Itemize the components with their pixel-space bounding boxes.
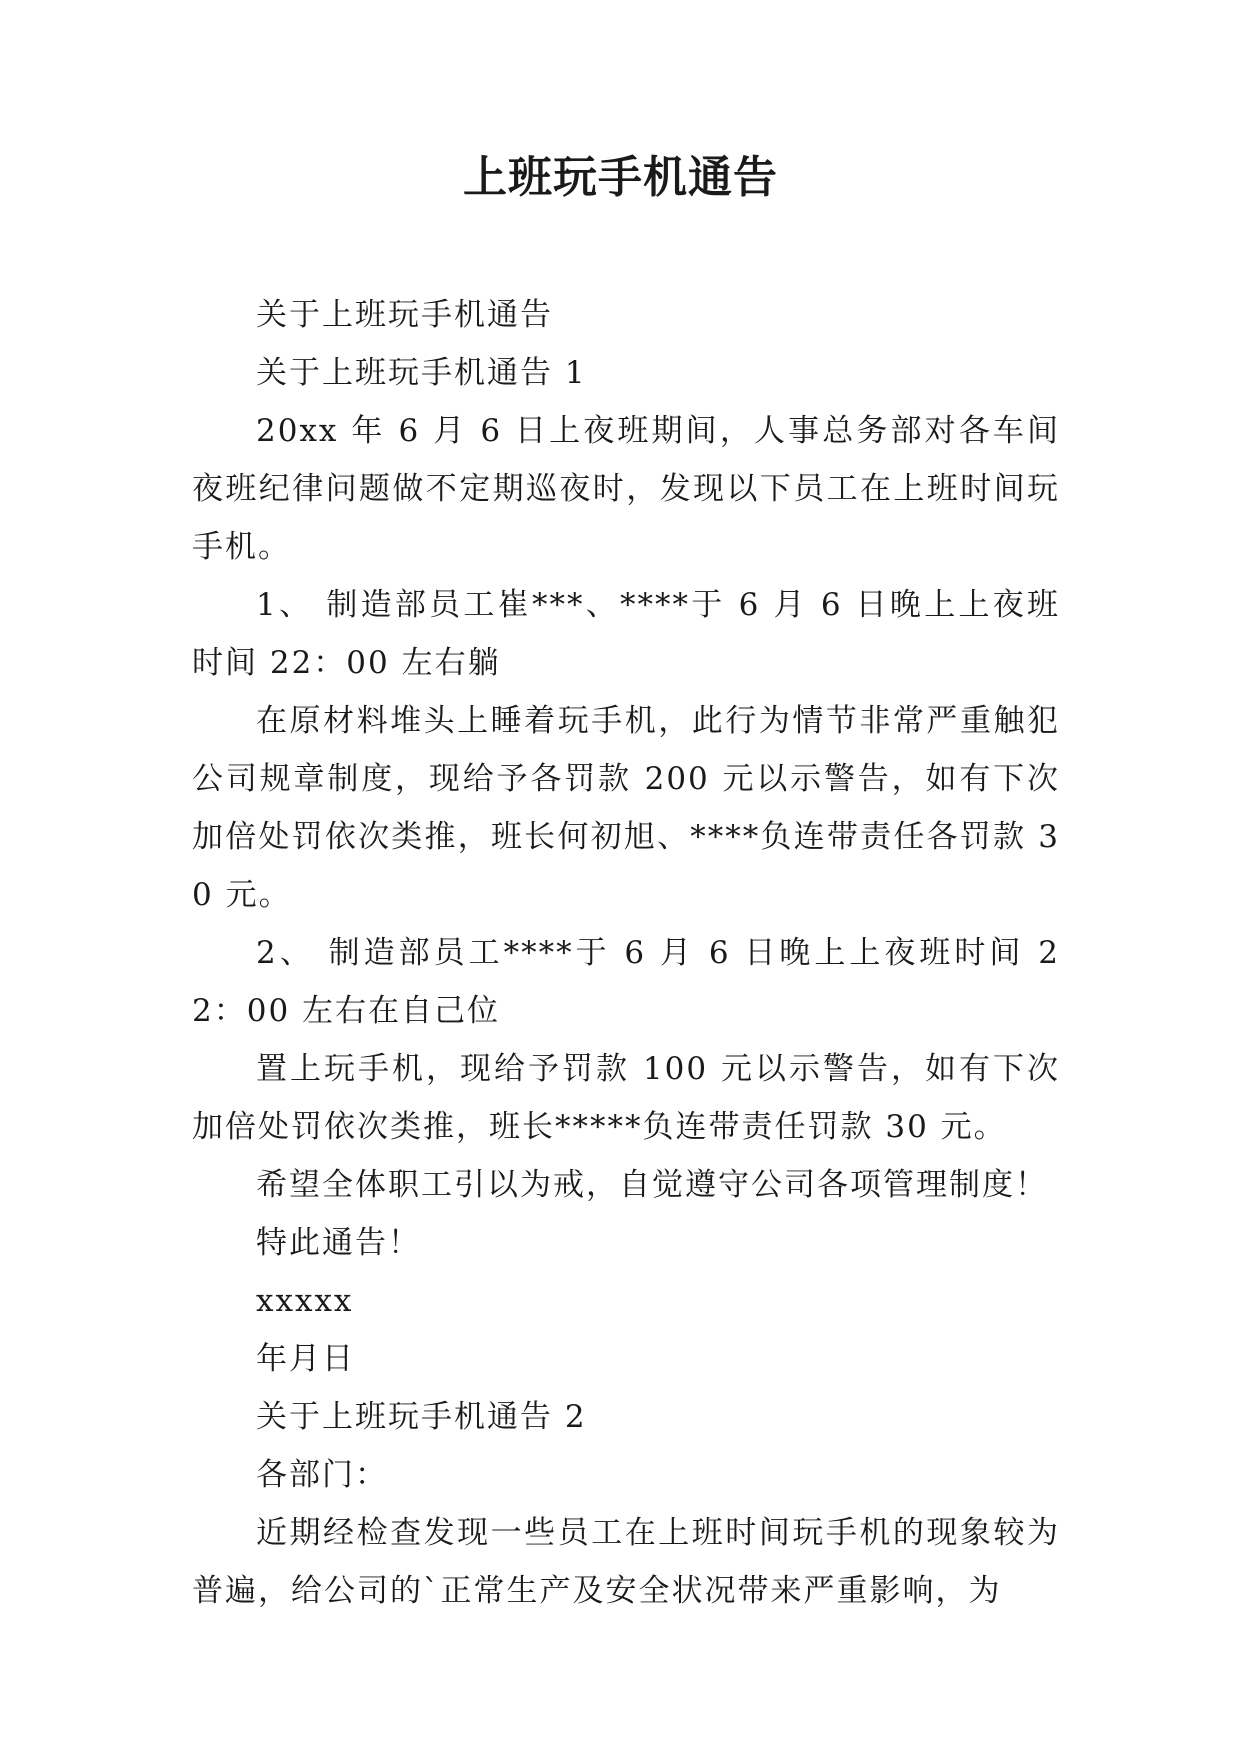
paragraph: 近期经检查发现一些员工在上班时间玩手机的现象较为普遍，给公司的`正常生产及安全状况带来严重影响，为: [192, 1515, 1060, 1609]
paragraph: 1、 制造部员工崔***、****于 6 月 6 日晚上上夜班时间 22：00 左右躺: [192, 587, 1060, 681]
paragraph: 特此通告！: [256, 1225, 421, 1261]
paragraph: 关于上班玩手机通告 2: [256, 1399, 587, 1435]
paragraph: 希望全体职工引以为戒，自觉遵守公司各项管理制度！: [256, 1167, 1048, 1203]
paragraph: 各部门：: [256, 1457, 388, 1493]
paragraph: 关于上班玩手机通告 1: [256, 355, 587, 391]
document-title: 上班玩手机通告: [463, 152, 778, 203]
paragraph: 置上玩手机，现给予罚款 100 元以示警告，如有下次加倍处罚依次类推，班长*****负连带责任罚款 30 元。: [192, 1051, 1060, 1145]
paragraph: 关于上班玩手机通告: [256, 297, 553, 333]
paragraph: 在原材料堆头上睡着玩手机，此行为情节非常严重触犯公司规章制度，现给予各罚款 200 元以示警告，如有下次加倍处罚依次类推，班长何初旭、****负连带责任各罚款 30 元。: [192, 703, 1060, 913]
paragraph: xxxxx: [256, 1283, 354, 1319]
document-body: [192, 286, 1060, 1620]
paragraph: 2、 制造部员工****于 6 月 6 日晚上上夜班时间 22：00 左右在自己位: [192, 935, 1060, 1029]
paragraph: 20xx 年 6 月 6 日上夜班期间，人事总务部对各车间夜班纪律问题做不定期巡夜时，发现以下员工在上班时间玩手机。: [192, 413, 1060, 565]
paragraph: 年月日: [256, 1341, 355, 1377]
